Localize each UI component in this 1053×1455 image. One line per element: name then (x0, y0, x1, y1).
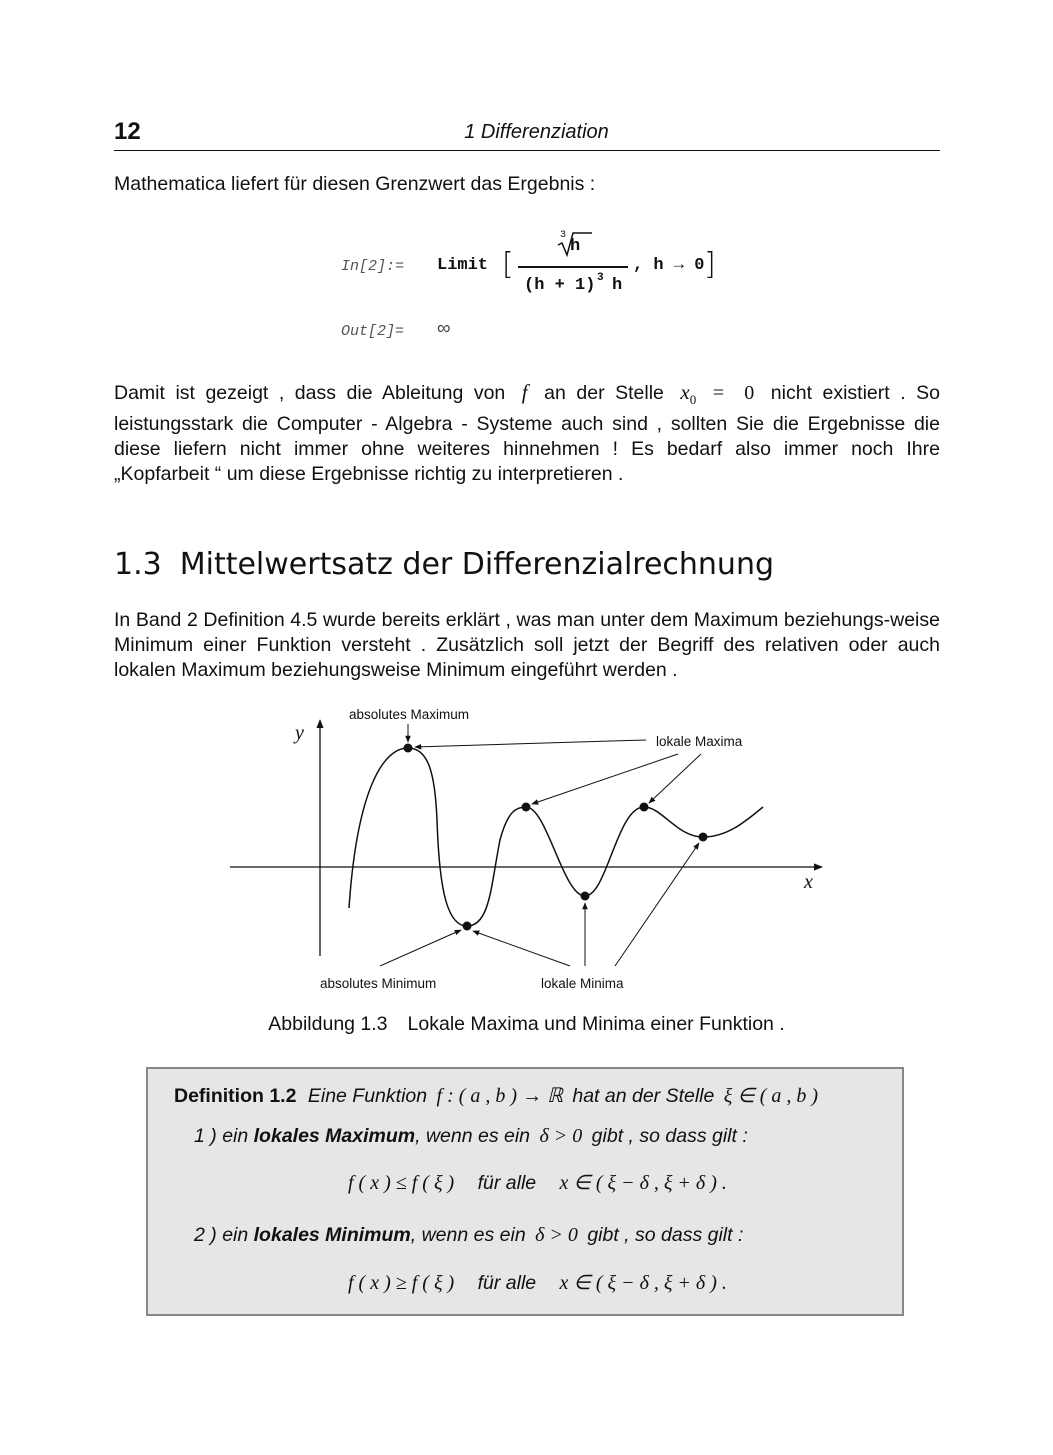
item2-bold: lokales Minimum (253, 1224, 411, 1246)
label-local-maxima: lokale Maxima (656, 734, 743, 749)
definition-label: Definition 1.2 (174, 1085, 297, 1107)
arrow-local-min-to-absmin (473, 931, 570, 966)
formula2-rhs: x ∈ ( ξ − δ , ξ + δ ) . (559, 1272, 727, 1294)
item2-pre: ein (222, 1224, 249, 1246)
mathematica-close-bracket: ] (704, 247, 716, 282)
paragraph1-part3: nicht existiert . So leistungsstark die Computer - Algebra - Systeme auch sind , sollten Sie die Ergebnisse die diese liefern nicht immer ohne weiteres hinnehmen ! Es bedarf also immer noch Ihre „Kopfarbeit “ um diese Ergebnisse richtig zu interpretieren . (114, 382, 941, 485)
formula2-mid: für alle (477, 1272, 537, 1294)
fraction-denominator: (h + 1) (524, 276, 596, 295)
item1-pre: ein (222, 1125, 249, 1147)
figure-caption-label: Abbildung 1.3 (268, 1013, 388, 1035)
paragraph1-part1: Damit ist gezeigt , dass die Ableitung von (114, 382, 506, 404)
page-number: 12 (114, 118, 141, 145)
definition-intro (174, 1083, 818, 1108)
fraction-line (518, 266, 628, 268)
intro-text: Mathematica liefert für diesen Grenzwert das Ergebnis : (114, 173, 596, 195)
mathematica-open-bracket: [ (502, 247, 514, 282)
paragraph-ableitung (114, 380, 940, 487)
item2-math: δ > 0 (535, 1224, 578, 1246)
point-absolute-minimum (463, 922, 472, 931)
figure-extrema (225, 700, 835, 1000)
formula2-lhs: f ( x ) ≥ f ( ξ ) (348, 1272, 455, 1294)
section-heading (114, 547, 774, 582)
math-var-x0: x (680, 380, 690, 404)
item1-bold: lokales Maximum (253, 1125, 416, 1147)
root-index: 3 (560, 230, 567, 241)
x-axis-label: x (804, 871, 813, 893)
item2-mid: , wenn es ein (410, 1224, 526, 1246)
definition-intro-math: f : ( a , b ) → ℝ (436, 1085, 563, 1107)
item1-math: δ > 0 (539, 1125, 583, 1147)
definition-intro-text2: hat an der Stelle (572, 1085, 715, 1107)
math-eq-zero: = 0 (712, 382, 755, 404)
item1-mid: , wenn es ein (415, 1125, 531, 1147)
mathematica-in-label: In[2]:= (341, 258, 405, 275)
mathematica-out-label: Out[2]= (341, 323, 405, 340)
definition-formula-1 (348, 1170, 727, 1195)
definition-box (146, 1067, 904, 1316)
label-absolute-minimum: absolutes Minimum (320, 976, 437, 991)
math-var-f: f (521, 380, 528, 404)
point-local-minimum (581, 892, 590, 901)
label-absolute-maximum: absolutes Maximum (349, 707, 470, 722)
header-rule (114, 150, 940, 151)
definition-formula-2 (348, 1270, 727, 1295)
section-number: 1.3 (114, 547, 162, 582)
y-axis-label: y (295, 722, 304, 744)
point-local-maximum-1 (522, 803, 531, 812)
definition-item-1 (194, 1125, 748, 1148)
section-title: Mittelwertsatz der Differenzialrechnung (179, 547, 775, 582)
formula1-mid: für alle (477, 1172, 537, 1194)
item1-number: 1 ) (194, 1125, 217, 1147)
item2-post: gibt , so dass gilt : (587, 1224, 744, 1246)
figure-caption (0, 1013, 1053, 1036)
running-header: 1 Differenziation (464, 121, 609, 143)
item2-number: 2 ) (194, 1224, 217, 1246)
paragraph-maximum: In Band 2 Definition 4.5 wurde bereits erklärt , was man unter dem Maximum beziehungs-weise Minimum einer Funktion versteht . Zusätzlich soll jetzt der Begriff des relativen oder auch lokalen Maximum beziehungsweise Minimum eingeführt werden . (114, 609, 940, 681)
mathematica-limit-function: Limit (437, 256, 489, 275)
definition-intro-text1: Eine Funktion (307, 1085, 428, 1107)
math-var-x0-sub: 0 (689, 391, 697, 407)
limit-spec: , h → 0 (633, 256, 705, 275)
arrow-local-min-2 (615, 843, 699, 966)
fraction-numerator: h (570, 237, 581, 256)
item1-post: gibt , so dass gilt : (591, 1125, 748, 1147)
denominator-tail: h (612, 276, 623, 295)
definition-intro-math2: ξ ∈ ( a , b ) (723, 1085, 819, 1107)
formula1-rhs: x ∈ ( ξ − δ , ξ + δ ) . (559, 1172, 727, 1194)
mathematica-out-value: ∞ (437, 318, 451, 339)
formula1-lhs: f ( x ) ≤ f ( ξ ) (348, 1172, 455, 1194)
figure-caption-text: Lokale Maxima und Minima einer Funktion . (407, 1013, 785, 1035)
point-absolute-maximum (404, 744, 413, 753)
denominator-exponent: 3 (597, 272, 604, 284)
point-local-maximum-2 (640, 803, 649, 812)
arrow-local-max-to-absmax (415, 740, 646, 747)
paragraph1-part2: an der Stelle (544, 382, 664, 404)
definition-item-2 (194, 1224, 743, 1247)
arrow-abs-min (380, 930, 461, 966)
label-local-minima: lokale Minima (541, 976, 624, 991)
point-local-minimum-2 (699, 833, 708, 842)
